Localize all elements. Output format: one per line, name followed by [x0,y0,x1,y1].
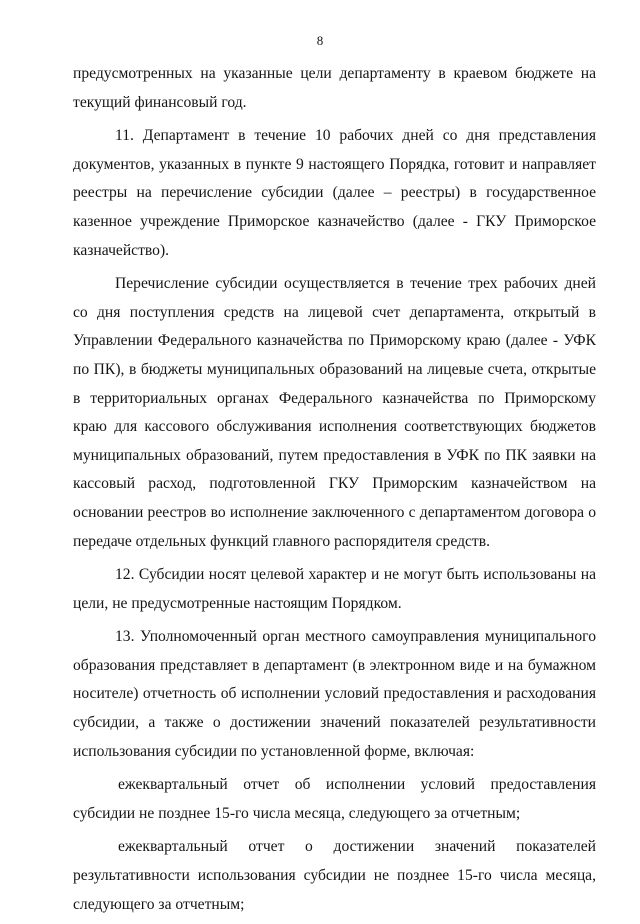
paragraph-11: 11. Департамент в течение 10 рабочих дней со дня представления документов, указанных в пункте 9 настоящего Порядка, готовит и направляет реестры на перечисление субсидии (далее – реестры) в государственное казенное учреждение Приморское казначейство (далее - ГКУ Приморское казначейство). [73,127,596,259]
paragraph-13: 13. Уполномоченный орган местного самоуправления муниципального образования представляет в департамент (в электронном виде и на бумажном носителе) отчетность об исполнении условий предоставления и расходования субсидии, а также о достижении значений показателей результативности использования субсидии по установленной форме, включая: [73,628,596,760]
page-number: 8 [316,33,324,48]
paragraph-quarterly-report-indicators: ежеквартальный отчет о достижении значений показателей результативности использования субсидии не позднее 15-го числа месяца, следующего за отчетным; [73,838,596,913]
paragraph-transfer: Перечисление субсидии осуществляется в течение трех рабочих дней со дня поступления средств на лицевой счет департамента, открытый в Управлении Федерального казначейства по Приморскому краю (далее - УФК по ПК), в бюджеты муниципальных образований на лицевые счета, открытые в территориальных органах Федерального казначейства по Приморскому краю для кассового обслуживания исполнения соответствующих бюджетов муниципальных образований, путем предоставления в УФК по ПК заявки на кассовый расход, подготовленной ГКУ Приморским казначейством на основании реестров во исполнение заключенного с департаментом договора о передаче отдельных функций главного распорядителя средств. [73,275,596,550]
paragraph-12: 12. Субсидии носят целевой характер и не могут быть использованы на цели, не предусмотренные настоящим Порядком. [73,566,596,612]
paragraph-continuation: предусмотренных на указанные цели департаменту в краевом бюджете на текущий финансовый год. [73,65,596,111]
paragraph-quarterly-report-conditions: ежеквартальный отчет об исполнении условий предоставления субсидии не позднее 15-го числа месяца, следующего за отчетным; [73,776,596,822]
document-body [73,60,596,924]
